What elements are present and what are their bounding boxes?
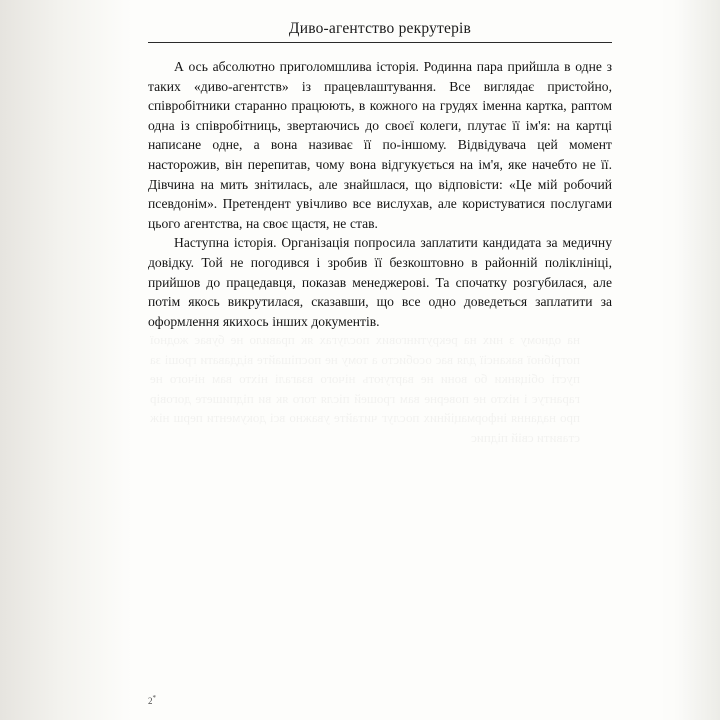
running-head: Диво-агентство рекрутерів	[288, 20, 472, 37]
page-number-mark: *	[152, 694, 156, 702]
page-number-value: 2	[148, 696, 153, 706]
paragraph-2: Наступна історія. Організація попросила заплатити кандидата за медичну довідку. Той не погодився і зробив її безкоштовно в районній поліклініці, прийшов до працедавця, показав менеджерові. Та спочатку розгубилася, але потім якось викрутилася, сказавши, що все одно доведеться заплатити за оформлення якихось інших документів.	[148, 235, 612, 329]
header-rule	[148, 42, 612, 43]
page-number	[148, 694, 156, 706]
page-bleed-through: на одному з них на рекрутингових послугах як правило не буває жодної потрібної вакансії для вас особисто а тому не поспішайте віддавати гроші за пусті обіцянки бо вони не вартують нічого взагалі ніхто вам нічого не гарантує і ніхто не поверне вам грошей після того як ви підпишете договір про надання інформаційних послуг читайте уважно всі документи перш ніж ставити свій підпис	[150, 332, 580, 445]
paragraph-1: А ось абсолютно приголомшлива історія. Родинна пара прийшла в одне з таких «диво-агентств» із працевлаштування. Все виглядає пристойно, співробітники старанно працюють, в кожного на грудях іменна картка, раптом одна із співробітниць, звертаючись до своєї колеги, плутає її ім'я: на картці написане одне, а вона називає її по-іншому. Відвідувача цей момент насторожив, він перепитав, чому вона відгукується на ім'я, яке начебто не її. Дівчина на мить знітилась, але знайшлася, що відповісти: «Це мій робочий псевдонім». Претендент увічливо все вислухав, але користуватися послугами цього агентства, на своє щастя, не став.	[148, 59, 612, 231]
page-content	[148, 0, 612, 720]
